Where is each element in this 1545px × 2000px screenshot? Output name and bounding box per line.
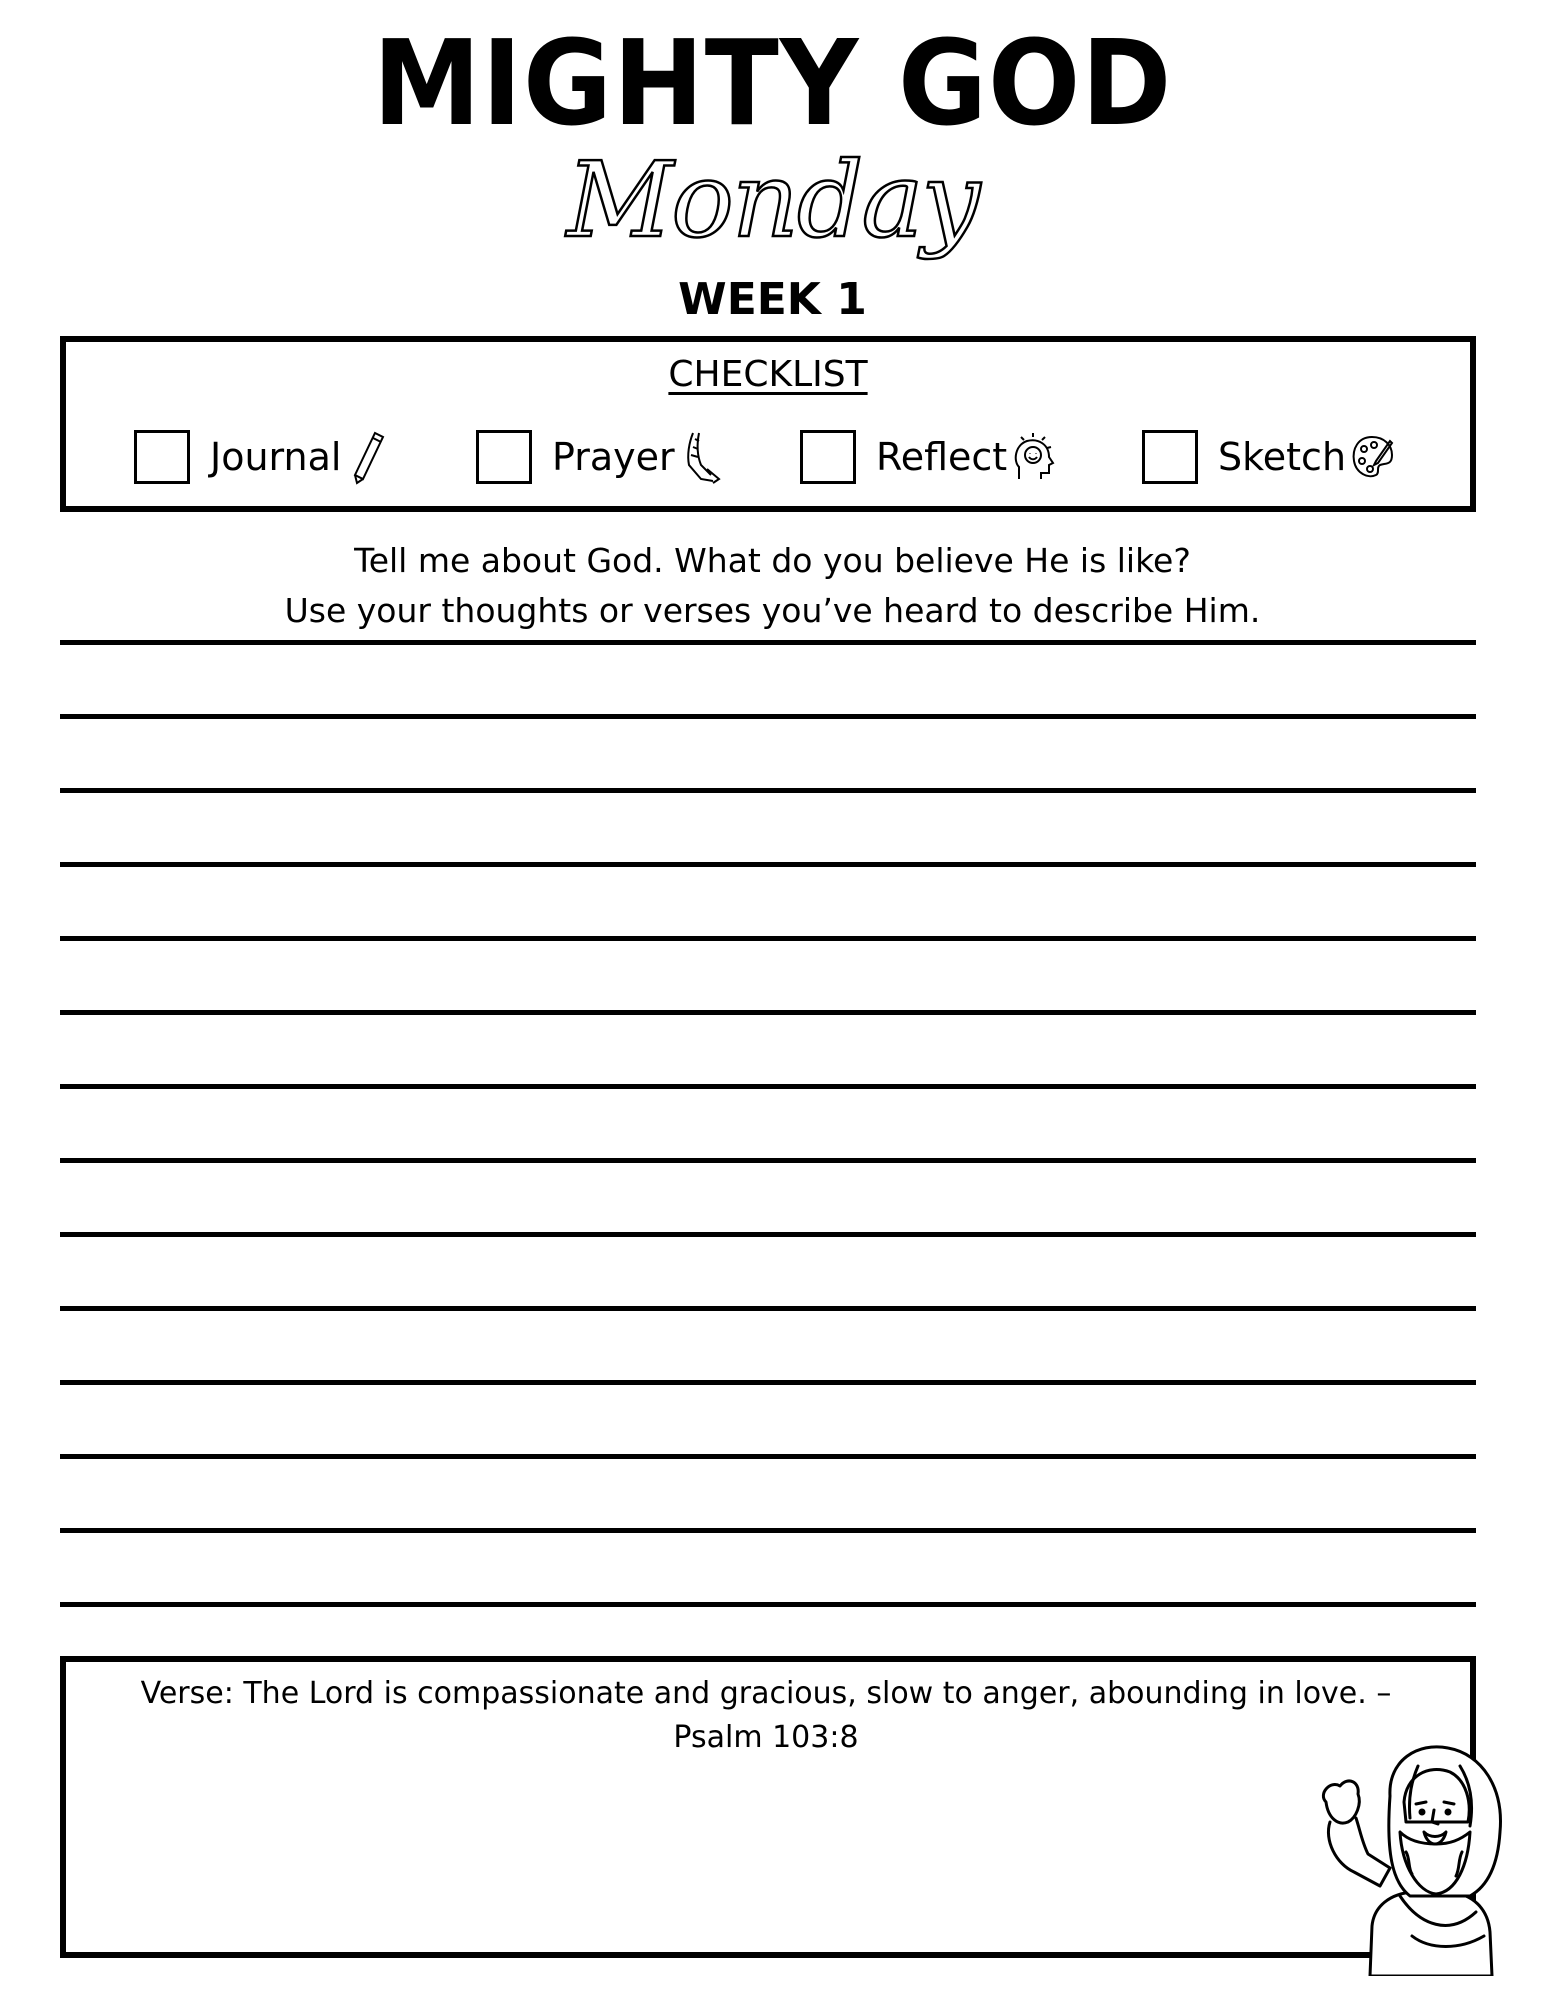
writing-line[interactable] (60, 936, 1476, 941)
journal-checkbox[interactable] (134, 430, 190, 484)
prompt-line-1: Tell me about God. What do you believe He is like? (354, 541, 1191, 580)
page-title: MIGHTY GOD (372, 14, 1173, 152)
reflect-checkbox[interactable] (800, 430, 856, 484)
checklist-item-sketch[interactable] (1142, 426, 1394, 488)
writing-line[interactable] (60, 714, 1476, 719)
checklist-title: CHECKLIST (668, 354, 868, 395)
verse-reference: Psalm 103:8 (673, 1720, 859, 1755)
sketch-checkbox[interactable] (1142, 430, 1198, 484)
writing-line[interactable] (60, 1010, 1476, 1015)
jesus-illustration (1300, 1736, 1510, 1976)
checklist-item-label: Reflect (876, 435, 1008, 479)
prompt-line-2: Use your thoughts or verses you’ve heard to describe Him. (284, 591, 1261, 630)
pencil-icon (345, 429, 389, 485)
verse-line-1: Verse: The Lord is compassionate and gracious, slow to anger, abounding in love. – (140, 1676, 1392, 1711)
writing-line[interactable] (60, 1454, 1476, 1459)
checklist-panel (60, 336, 1476, 512)
verse-panel (60, 1656, 1476, 1958)
writing-line[interactable] (60, 640, 1476, 645)
checklist-item-label: Sketch (1218, 435, 1347, 479)
day-subtitle: Monday (566, 139, 979, 261)
writing-line[interactable] (60, 1306, 1476, 1311)
checklist-item-reflect[interactable] (800, 426, 1055, 488)
praying-hands-icon (679, 429, 723, 485)
writing-lines[interactable] (60, 640, 1476, 1620)
prayer-checkbox[interactable] (476, 430, 532, 484)
checklist-item-journal[interactable] (134, 426, 389, 488)
writing-line[interactable] (60, 1528, 1476, 1533)
writing-line[interactable] (60, 862, 1476, 867)
writing-line[interactable] (60, 1232, 1476, 1237)
writing-line[interactable] (60, 1084, 1476, 1089)
verse-text (126, 1672, 1406, 1760)
week-label: WEEK 1 (678, 274, 867, 325)
writing-line[interactable] (60, 788, 1476, 793)
writing-line[interactable] (60, 1380, 1476, 1385)
writing-line[interactable] (60, 1602, 1476, 1607)
paint-palette-icon (1350, 429, 1394, 485)
writing-line[interactable] (60, 1158, 1476, 1163)
checklist-item-prayer[interactable] (476, 426, 723, 488)
reflect-head-icon (1011, 429, 1055, 485)
journal-prompt (0, 536, 1545, 636)
checklist-item-label: Prayer (552, 435, 675, 479)
checklist-item-label: Journal (210, 435, 342, 479)
